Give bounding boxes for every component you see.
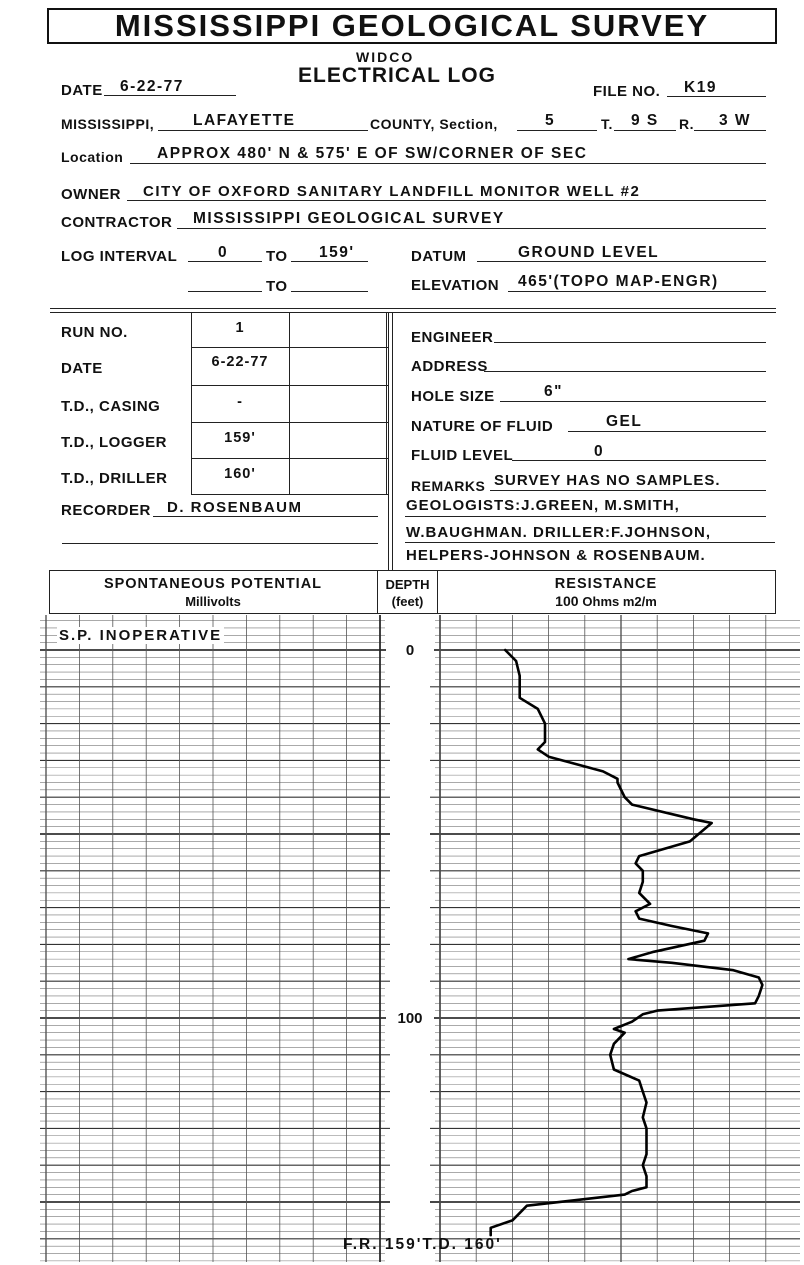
depth-label-100: 100 [397,1010,423,1027]
run-date-label: DATE [61,360,103,377]
resistance-curve-group [491,650,763,1235]
fluid-level-value: 0 [594,443,605,460]
elevation-value: 465'(TOPO MAP-ENGR) [518,273,719,290]
township-value: 9 S [631,112,659,129]
interval-to-value: 159' [319,244,355,261]
hole-size-label: HOLE SIZE [411,388,495,405]
location-label: Location [61,149,124,165]
survey-title: MISSISSIPPI GEOLOGICAL SURVEY [114,8,710,43]
sp-title: SPONTANEOUS POTENTIAL [103,576,323,592]
engineer-label: ENGINEER [411,329,494,346]
td-driller-value: 160' [224,466,256,482]
log-grid [40,615,800,1262]
td-casing-value: - [237,394,243,410]
resistance-curve [491,650,763,1235]
contractor-label: CONTRACTOR [61,214,173,231]
run-date-value: 6-22-77 [211,354,269,370]
depth-units: (feet) [391,594,424,609]
td-driller-label: T.D., DRILLER [61,470,168,487]
res-title: RESISTANCE [554,576,658,592]
sp-units: Millivolts [185,594,241,609]
log-type: ELECTRICAL LOG [298,64,496,87]
hole-size-value: 6" [544,383,563,400]
remarks-line-2: GEOLOGISTS:J.GREEN, M.SMITH, [406,497,680,514]
state-label: MISSISSIPPI, [61,116,155,132]
contractor-value: MISSISSIPPI GEOLOGICAL SURVEY [193,210,505,227]
log-interval-label: LOG INTERVAL [61,248,178,265]
fluid-value: GEL [606,413,643,430]
section-value: 5 [545,112,556,129]
county-value: LAFAYETTE [193,112,296,129]
file-no-label: FILE NO. [593,83,661,100]
td-logger-label: T.D., LOGGER [61,434,168,451]
remarks-line-3: W.BAUGHMAN. DRILLER:F.JOHNSON, [406,524,711,541]
address-label: ADDRESS [411,358,488,375]
date-label: DATE [61,82,103,99]
interval-to-label: TO [266,248,288,265]
county-label: COUNTY, Section, [370,116,498,132]
bottom-note: F.R. 159'T.D. 160' [343,1236,502,1253]
res-scale: 100 [555,593,579,609]
elevation-label: ELEVATION [411,277,500,294]
interval-from-value: 0 [218,244,229,261]
remarks-line-1: SURVEY HAS NO SAMPLES. [494,472,721,489]
date-value: 6-22-77 [120,78,184,95]
range-value: 3 W [719,112,752,129]
datum-value: GROUND LEVEL [518,244,660,261]
td-casing-label: T.D., CASING [61,398,161,415]
company-name: WIDCO [356,49,415,65]
sp-inoperative-note: S.P. INOPERATIVE [59,627,223,644]
datum-label: DATUM [411,248,467,265]
recorder-label: RECORDER [61,502,151,519]
td-logger-value: 159' [224,430,256,446]
township-label: T. [601,116,613,132]
depth-title: DEPTH [385,577,430,592]
owner-label: OWNER [61,186,121,203]
remarks-line-4: HELPERS-JOHNSON & ROSENBAUM. [406,547,706,564]
fluid-label: NATURE OF FLUID [411,418,554,435]
range-label: R. [679,116,694,132]
res-units: Ohms m2/m [582,594,657,609]
location-value: APPROX 480' N & 575' E OF SW/CORNER OF SEC [157,145,588,162]
fluid-level-label: FLUID LEVEL [411,447,514,464]
depth-label-0: 0 [405,642,415,659]
run-no-value: 1 [235,320,245,336]
run-no-label: RUN NO. [61,324,128,341]
recorder-value: D. ROSENBAUM [167,499,303,516]
interval2-to-label: TO [266,278,288,295]
owner-value: CITY OF OXFORD SANITARY LANDFILL MONITOR WELL #2 [143,183,641,200]
file-no-value: K19 [684,79,717,96]
remarks-label: REMARKS [411,478,486,494]
depth-labels [386,641,434,1027]
